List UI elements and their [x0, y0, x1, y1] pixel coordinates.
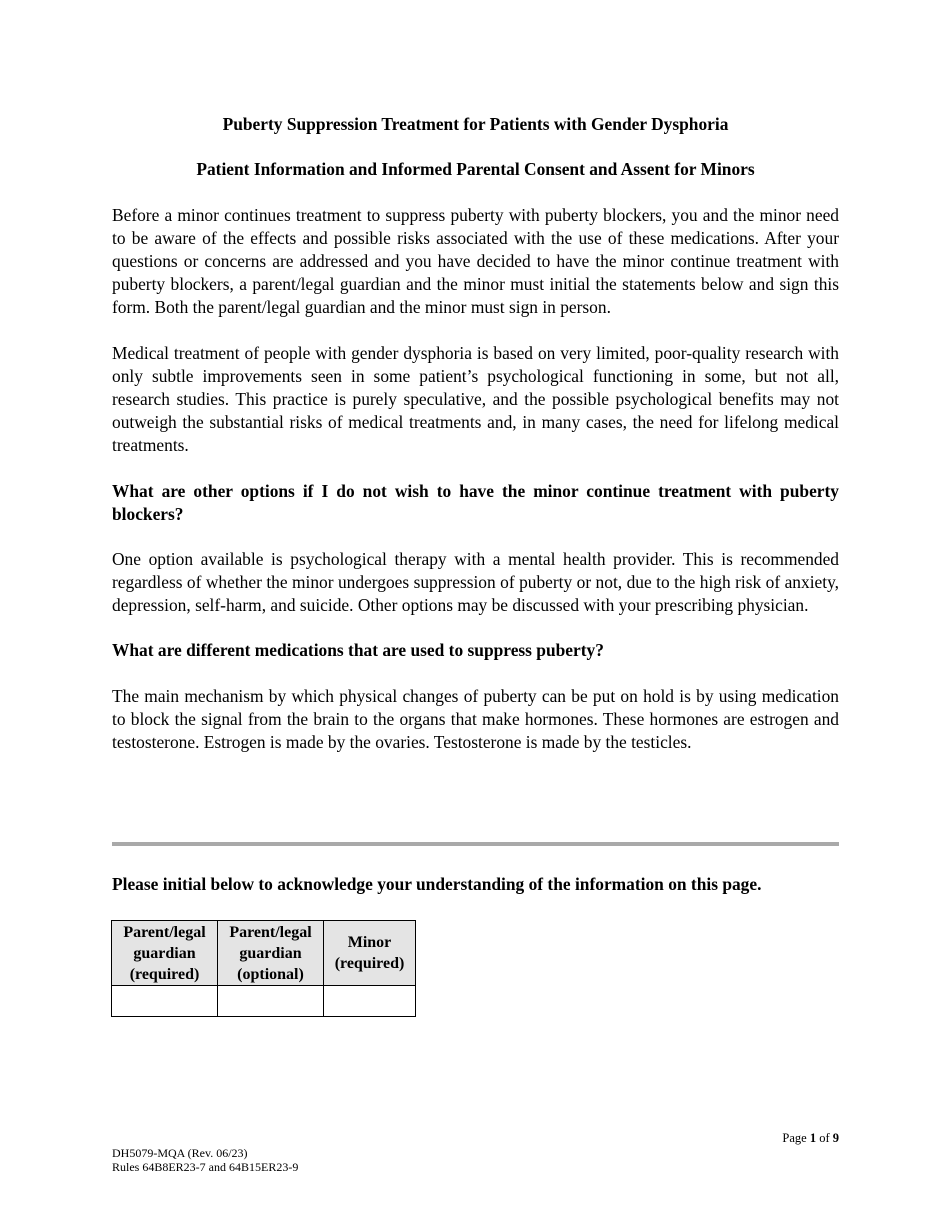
- question-other-options: What are other options if I do not wish to have the minor continue treatment with puberty blockers?: [112, 481, 839, 524]
- initials-header-parent-optional: [218, 921, 324, 986]
- question-medications: What are different medications that are used to suppress puberty?: [112, 640, 604, 660]
- header-line: (optional): [237, 965, 304, 983]
- initials-table: [111, 920, 416, 1017]
- form-identifier: [112, 1146, 298, 1174]
- header-line: Minor: [347, 934, 392, 951]
- intro-paragraph: Before a minor continues treatment to suppress puberty with puberty blockers, you and the minor need to be aware of the effects and possible risks associated with the use of these medications. After your questions or concerns are addressed and you have decided to have the minor continue treatment with puberty blockers, a parent/legal guardian and the minor must initial the statements below and sign this form. Both the parent/legal guardian and the minor must sign in person.: [112, 205, 839, 317]
- page-of: of: [819, 1131, 830, 1145]
- mechanism-paragraph: The main mechanism by which physical changes of puberty can be put on hold is by using medication to block the signal from the brain to the organs that make hormones. These hormones are estrogen and testosterone. Estrogen is made by the ovaries. Testosterone is made by the testicles.: [112, 686, 839, 752]
- form-rules: Rules 64B8ER23-7 and 64B15ER23-9: [112, 1160, 299, 1174]
- initials-field-minor[interactable]: [324, 986, 416, 1017]
- other-options-paragraph: One option available is psychological therapy with a mental health provider. This is recommended regardless of whether the minor undergoes suppression of puberty or not, due to the high risk of anxiety, depression, self-harm, and suicide. Other options may be discussed with your prescribing physician.: [112, 549, 839, 615]
- document-subtitle: Patient Information and Informed Parental Consent and Assent for Minors: [196, 159, 755, 179]
- document-body: [112, 112, 839, 754]
- header-line: Parent/legal: [229, 923, 312, 941]
- header-line: guardian: [133, 944, 196, 962]
- acknowledge-prompt: Please initial below to acknowledge your understanding of the information on this page.: [112, 874, 762, 894]
- header-line: Parent/legal: [123, 923, 206, 941]
- disclaimer-paragraph: Medical treatment of people with gender dysphoria is based on very limited, poor-quality research with only subtle improvements seen in some patient’s psychological functioning in some, but not all, research studies. This practice is purely speculative, and the possible psychological benefits may not outweigh the substantial risks of medical treatments and, in many cases, the need for lifelong medical treatments.: [112, 343, 839, 455]
- page-current: 1: [809, 1131, 817, 1145]
- header-line: guardian: [239, 944, 302, 962]
- header-line: (required): [129, 965, 200, 983]
- page-total: 9: [832, 1131, 839, 1145]
- initials-header-parent-required: [112, 921, 218, 986]
- section-divider: [112, 842, 839, 846]
- form-id: DH5079-MQA (Rev. 06/23): [112, 1146, 248, 1160]
- initials-field-parent-optional[interactable]: [218, 986, 324, 1017]
- initials-field-parent-required[interactable]: [112, 986, 218, 1017]
- header-line: (required): [334, 955, 405, 972]
- initials-header-minor: [324, 921, 416, 986]
- document-title: Puberty Suppression Treatment for Patients with Gender Dysphoria: [222, 114, 729, 134]
- page-number: [700, 1131, 839, 1146]
- page-label: Page: [782, 1131, 807, 1145]
